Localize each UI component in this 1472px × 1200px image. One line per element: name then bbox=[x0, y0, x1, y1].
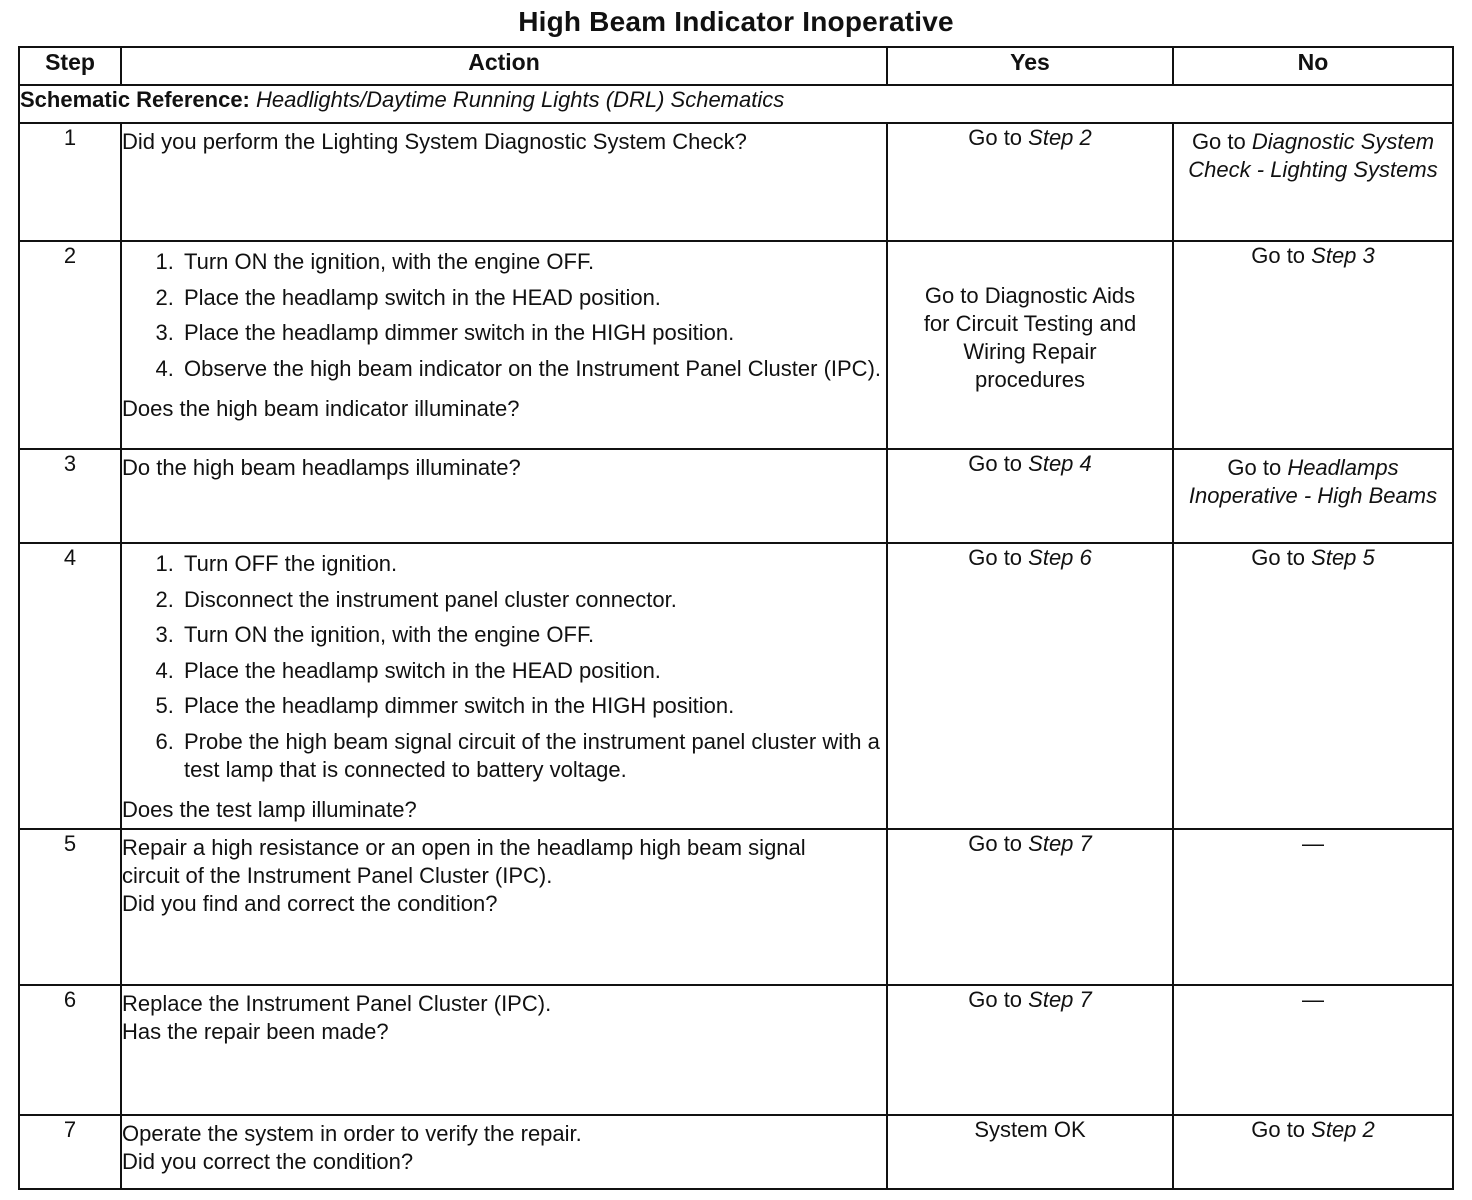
action-cell bbox=[121, 241, 887, 449]
step-number: 1 bbox=[19, 123, 121, 241]
yes-prefix: Go to bbox=[968, 125, 1029, 150]
schematic-reference bbox=[19, 85, 1453, 123]
table-row bbox=[19, 1115, 1453, 1189]
step-number: 6 bbox=[19, 985, 121, 1115]
no-text: — bbox=[1302, 830, 1324, 856]
substep-item: 6. Probe the high beam signal circuit of the instrument panel cluster with a test lamp that is connected to battery voltage. bbox=[180, 728, 886, 784]
no-link[interactable]: Headlamps Inoperative - High Beams bbox=[1188, 455, 1438, 508]
no-cell bbox=[1173, 1115, 1453, 1189]
substep-item: 2. Place the headlamp switch in the HEAD position. bbox=[180, 284, 886, 312]
action-cell bbox=[121, 543, 887, 829]
action-question: Does the test lamp illuminate? bbox=[122, 796, 417, 822]
action-question: Does the high beam indicator illuminate? bbox=[122, 395, 520, 421]
yes-prefix: Go to bbox=[968, 986, 1029, 1012]
table-row bbox=[19, 123, 1453, 241]
header-action: Action bbox=[121, 47, 887, 85]
no-cell bbox=[1173, 985, 1453, 1115]
step-number: 5 bbox=[19, 829, 121, 985]
yes-link[interactable]: Step 2 bbox=[1028, 125, 1092, 150]
yes-cell bbox=[887, 1115, 1173, 1189]
action-text: Repair a high resistance or an open in the headlamp high beam signal circuit of the Instrument Panel Cluster (IPC). bbox=[122, 834, 806, 888]
table-row bbox=[19, 829, 1453, 985]
table-row bbox=[19, 241, 1453, 449]
no-cell bbox=[1173, 543, 1453, 829]
no-cell bbox=[1173, 829, 1453, 985]
action-text: Do the high beam headlamps illuminate? bbox=[122, 455, 521, 480]
schematic-row bbox=[19, 85, 1453, 123]
action-text: Operate the system in order to verify the repair. bbox=[122, 1120, 582, 1146]
yes-cell bbox=[887, 985, 1173, 1115]
substep-item: 4. Place the headlamp switch in the HEAD position. bbox=[180, 657, 886, 685]
no-prefix: Go to bbox=[1227, 455, 1288, 480]
no-link[interactable]: Diagnostic System Check - Lighting Systems bbox=[1188, 129, 1438, 182]
yes-link[interactable]: Step 7 bbox=[1028, 830, 1092, 856]
schematic-reference-link[interactable]: Headlights/Daytime Running Lights (DRL) Schematics bbox=[256, 87, 785, 112]
table-row bbox=[19, 543, 1453, 829]
action-cell bbox=[121, 1115, 887, 1189]
header-row bbox=[19, 47, 1453, 85]
diagnostic-table bbox=[18, 46, 1454, 1190]
substep-item: 4. Observe the high beam indicator on the Instrument Panel Cluster (IPC). bbox=[180, 355, 886, 383]
yes-cell bbox=[887, 829, 1173, 985]
substep-item: 3. Turn ON the ignition, with the engine OFF. bbox=[180, 621, 886, 649]
no-cell bbox=[1173, 241, 1453, 449]
yes-text: Go to Diagnostic Aids for Circuit Testing and Wiring Repair procedures bbox=[923, 283, 1137, 392]
yes-text: System OK bbox=[974, 1116, 1086, 1142]
no-cell bbox=[1173, 123, 1453, 241]
action-cell bbox=[121, 123, 887, 241]
action-question: Did you find and correct the condition? bbox=[122, 890, 498, 916]
no-text: — bbox=[1302, 986, 1324, 1012]
action-text: Replace the Instrument Panel Cluster (IPC). bbox=[122, 990, 552, 1016]
step-number: 2 bbox=[19, 241, 121, 449]
substep-list bbox=[122, 550, 886, 790]
no-prefix: Go to bbox=[1251, 243, 1312, 268]
no-prefix: Go to bbox=[1251, 545, 1312, 570]
yes-cell bbox=[887, 123, 1173, 241]
yes-link[interactable]: Step 6 bbox=[1028, 545, 1092, 570]
step-number: 4 bbox=[19, 543, 121, 829]
table-row bbox=[19, 449, 1453, 543]
header-step: Step bbox=[19, 47, 121, 85]
no-prefix: Go to bbox=[1191, 129, 1252, 154]
no-cell bbox=[1173, 449, 1453, 543]
action-text: Did you perform the Lighting System Diagnostic System Check? bbox=[122, 129, 747, 154]
substep-item: 1. Turn OFF the ignition. bbox=[180, 550, 886, 578]
no-link[interactable]: Step 3 bbox=[1311, 243, 1375, 268]
action-cell bbox=[121, 449, 887, 543]
action-question: Has the repair been made? bbox=[122, 1018, 389, 1044]
yes-prefix: Go to bbox=[968, 451, 1029, 476]
header-no: No bbox=[1173, 47, 1453, 85]
substep-item: 5. Place the headlamp dimmer switch in the HIGH position. bbox=[180, 692, 886, 720]
table-row bbox=[19, 985, 1453, 1115]
step-number: 3 bbox=[19, 449, 121, 543]
yes-cell bbox=[887, 241, 1173, 449]
yes-link[interactable]: Step 4 bbox=[1028, 451, 1092, 476]
substep-list bbox=[122, 248, 886, 389]
action-question: Did you correct the condition? bbox=[122, 1148, 414, 1174]
yes-cell bbox=[887, 543, 1173, 829]
no-link[interactable]: Step 2 bbox=[1311, 1116, 1375, 1142]
yes-prefix: Go to bbox=[968, 830, 1029, 856]
step-number: 7 bbox=[19, 1115, 121, 1189]
page-title: High Beam Indicator Inoperative bbox=[518, 6, 954, 37]
action-cell bbox=[121, 985, 887, 1115]
substep-item: 3. Place the headlamp dimmer switch in the HIGH position. bbox=[180, 319, 886, 347]
yes-prefix: Go to bbox=[968, 545, 1029, 570]
yes-link[interactable]: Step 7 bbox=[1028, 986, 1092, 1012]
no-link[interactable]: Step 5 bbox=[1311, 545, 1375, 570]
action-cell bbox=[121, 829, 887, 985]
header-yes: Yes bbox=[887, 47, 1173, 85]
yes-cell bbox=[887, 449, 1173, 543]
no-prefix: Go to bbox=[1251, 1116, 1312, 1142]
substep-item: 1. Turn ON the ignition, with the engine OFF. bbox=[180, 248, 886, 276]
schematic-label: Schematic Reference: bbox=[20, 87, 250, 112]
substep-item: 2. Disconnect the instrument panel cluster connector. bbox=[180, 586, 886, 614]
